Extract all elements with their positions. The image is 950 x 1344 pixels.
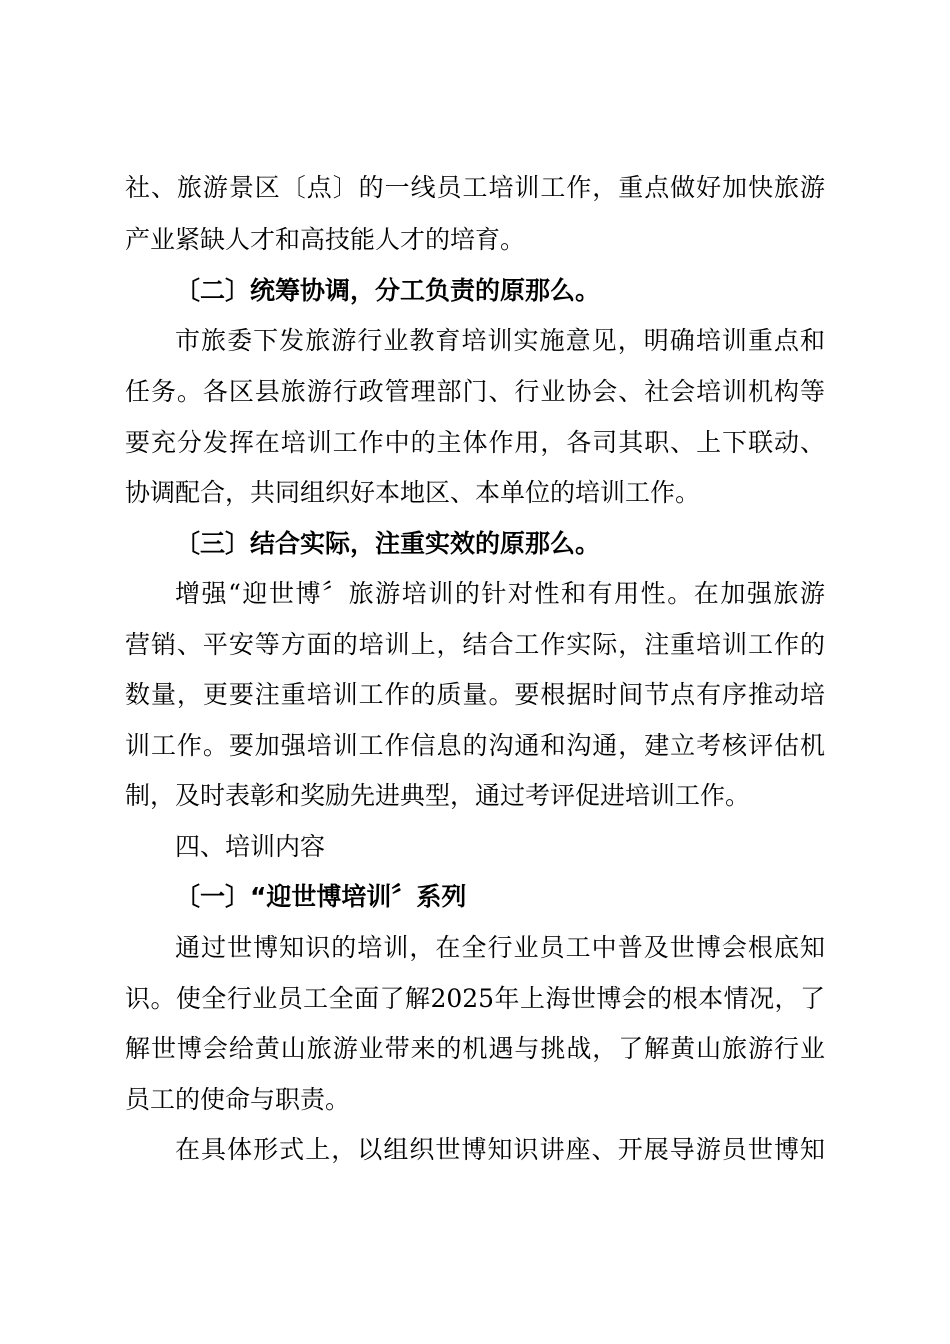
- paragraph-line: 营销、平安等方面的培训上，结合工作实际，注重培训工作的: [125, 630, 825, 659]
- paragraph-line: 任务。各区县旅游行政管理部门、行业协会、社会培训机构等: [125, 377, 825, 406]
- paragraph-line: 数量，更要注重培训工作的质量。要根据时间节点有序推动培: [125, 680, 825, 709]
- paragraph-line: 市旅委下发旅游行业教育培训实施意见，明确培训重点和: [175, 326, 825, 355]
- paragraph-line: 员工的使命与职责。: [125, 1085, 351, 1114]
- paragraph-line: 通过世博知识的培训，在全行业员工中普及世博会根底知: [175, 933, 825, 962]
- paragraph-line: 产业紧缺人才和高技能人才的培育。: [125, 225, 526, 254]
- paragraph-line: 在具体形式上，以组织世博知识讲座、开展导游员世博知: [175, 1135, 825, 1164]
- section-heading: 〔二〕统筹协调，分工负责的原那么。: [175, 276, 601, 305]
- section-heading: 〔三〕结合实际，注重实效的原那么。: [175, 529, 601, 558]
- section-heading: 〔一〕“迎世博培训〞系列: [175, 882, 467, 911]
- section-title: 四、培训内容: [175, 832, 326, 861]
- paragraph-line: 协调配合，共同组织好本地区、本单位的培训工作。: [125, 478, 701, 507]
- paragraph-line: 识。使全行业员工全面了解2025年上海世博会的根本情况，了: [125, 984, 825, 1013]
- paragraph-line: 要充分发挥在培训工作中的主体作用，各司其职、上下联动、: [125, 428, 825, 457]
- paragraph-line: 增强“迎世博〞旅游培训的针对性和有用性。在加强旅游: [175, 579, 825, 608]
- paragraph-line: 制，及时表彰和奖励先进典型，通过考评促进培训工作。: [125, 781, 751, 810]
- paragraph-line: 训工作。要加强培训工作信息的沟通和沟通，建立考核评估机: [125, 731, 825, 760]
- paragraph-line: 社、旅游景区〔点〕的一线员工培训工作，重点做好加快旅游: [125, 173, 825, 202]
- paragraph-line: 解世博会给黄山旅游业带来的机遇与挑战，了解黄山旅游行业: [125, 1034, 825, 1063]
